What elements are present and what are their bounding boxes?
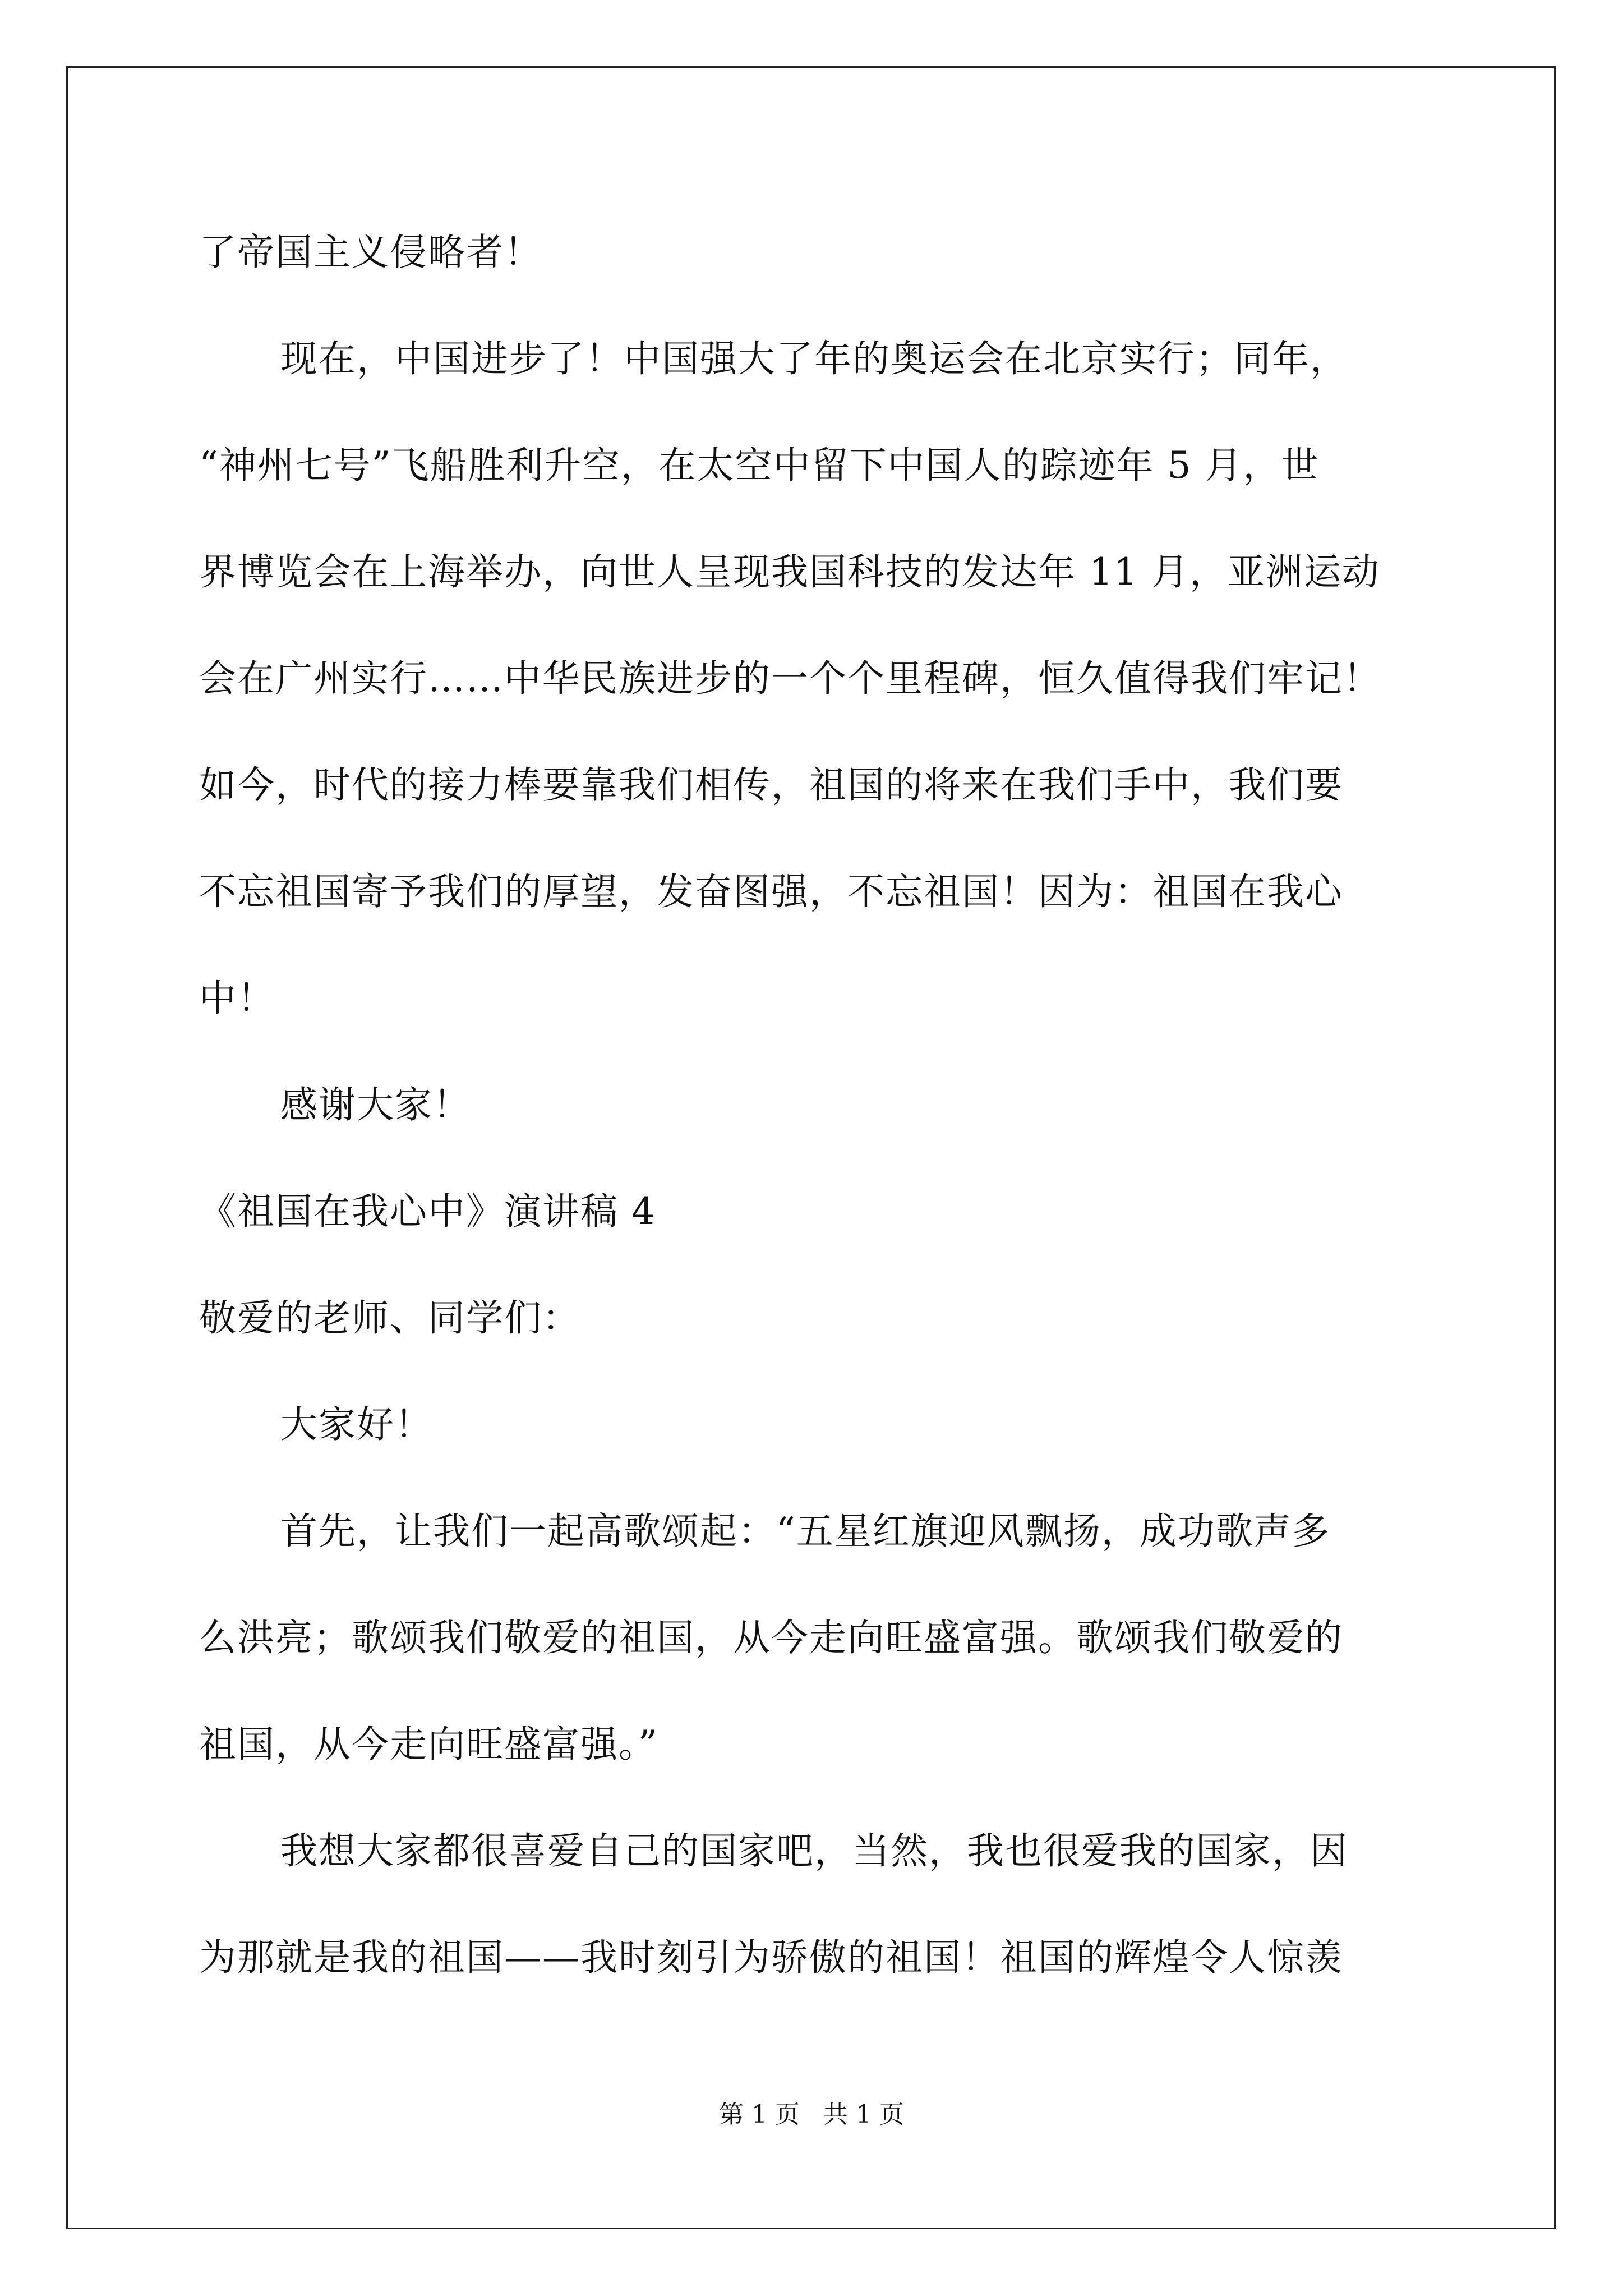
- page-border: [66, 66, 1556, 2229]
- section-heading: 《祖国在我心中》演讲稿 4: [199, 1190, 656, 1233]
- text-line: 么洪亮；歌颂我们敬爱的祖国，从今走向旺盛富强。歌颂我们敬爱的: [199, 1616, 1343, 1659]
- text-line: 不忘祖国寄予我们的厚望，发奋图强，不忘祖国！因为：祖国在我心: [199, 870, 1343, 913]
- text-line: 如今，时代的接力棒要靠我们相传，祖国的将来在我们手中，我们要: [199, 763, 1343, 807]
- text-line: 大家好！: [280, 1403, 433, 1446]
- text-line: 界博览会在上海举办，向世人呈现我国科技的发达年 11 月，亚洲运动: [199, 550, 1380, 593]
- text-line: 中！: [199, 977, 275, 1020]
- text-line: 为那就是我的祖国——我时刻引为骄傲的祖国！祖国的辉煌令人惊羡: [199, 1936, 1343, 1979]
- text-line: 了帝国主义侵略者！: [199, 231, 542, 274]
- text-line: 现在，中国进步了！中国强大了年的奥运会在北京实行；同年，: [280, 337, 1348, 380]
- text-line: 感谢大家！: [280, 1083, 471, 1126]
- text-line: “神州七号”飞船胜利升空，在太空中留下中国人的踪迹年 5 月，世: [199, 444, 1320, 487]
- text-line: 我想大家都很喜爱自己的国家吧，当然，我也很爱我的国家，因: [280, 1829, 1348, 1872]
- text-line: 首先，让我们一起高歌颂起：“五星红旗迎风飘扬，成功歌声多: [280, 1510, 1330, 1553]
- text-line: 祖国，从今走向旺盛富强。”: [199, 1723, 658, 1766]
- salutation: 敬爱的老师、同学们：: [199, 1296, 580, 1340]
- text-line: 会在广州实行……中华民族进步的一个个里程碑，恒久值得我们牢记！: [199, 657, 1381, 700]
- page-footer: 第 1 页 共 1 页: [719, 2100, 904, 2129]
